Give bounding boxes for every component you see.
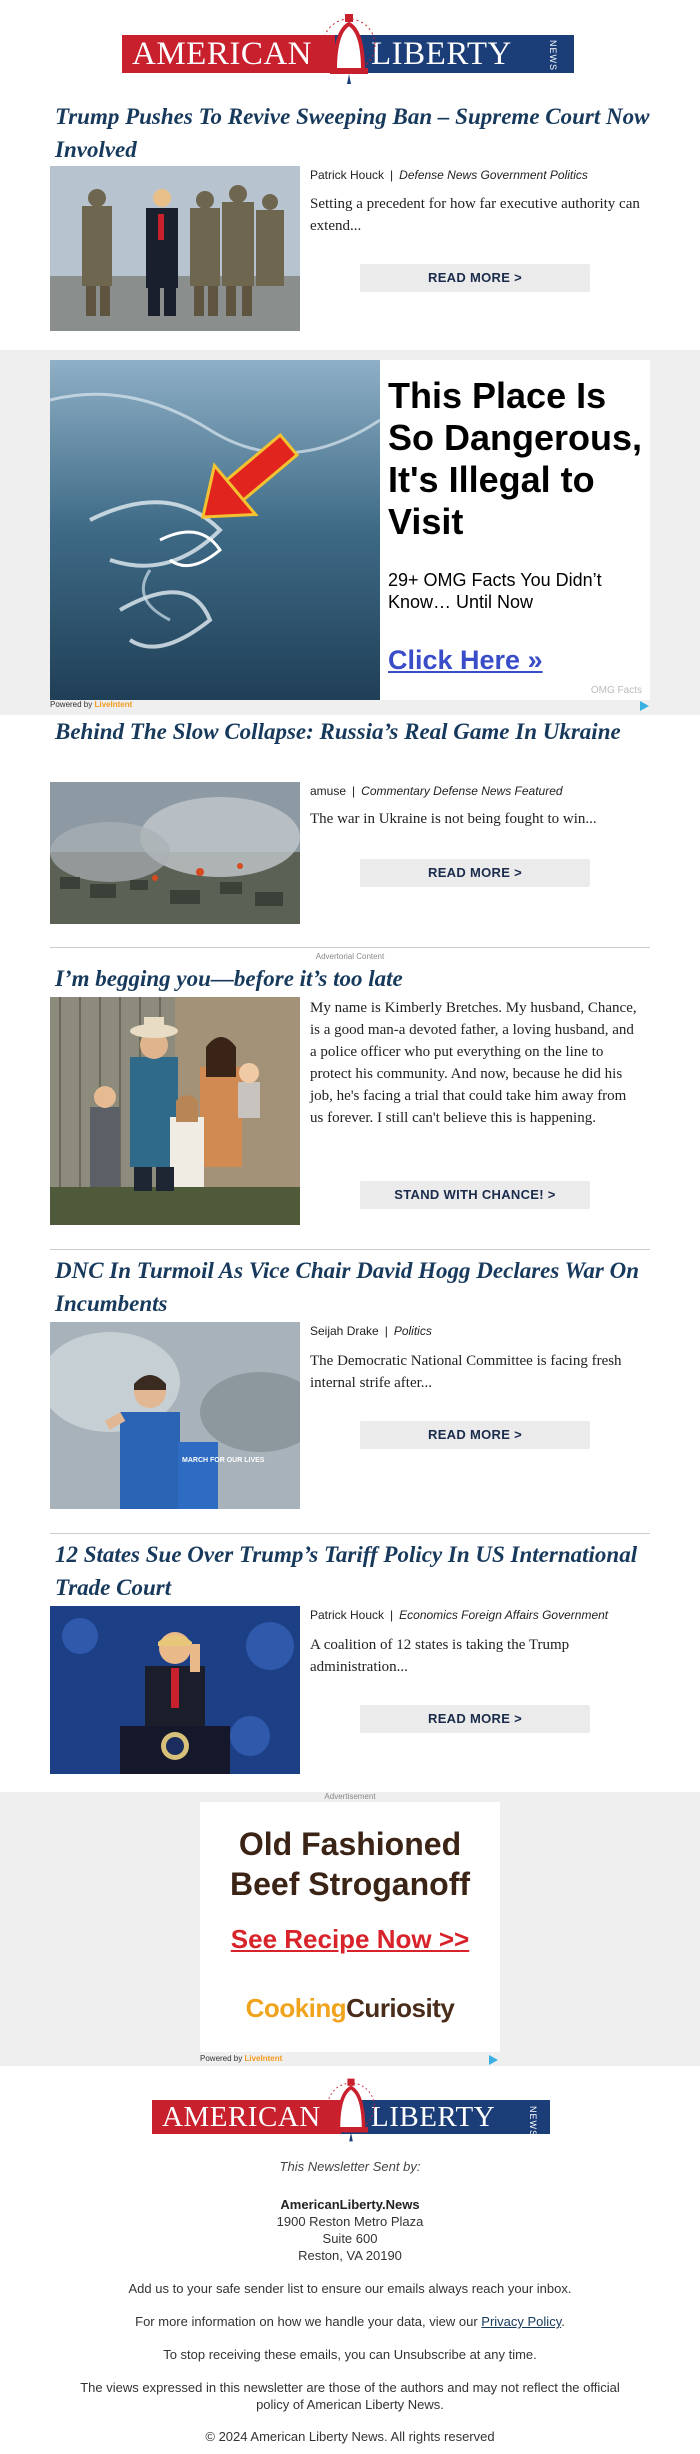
stand-with-chance-button[interactable]: STAND WITH CHANCE! >	[360, 1181, 590, 1209]
logo-part-curiosity: Curiosity	[346, 1993, 455, 2023]
org-name: AmericanLiberty.News	[280, 2197, 420, 2212]
article-headline[interactable]: Behind The Slow Collapse: Russia’s Real Game In Ukraine	[55, 719, 621, 744]
ad-label: Advertisement	[324, 1792, 376, 1801]
article-excerpt: The war in Ukraine is not being fought to win...	[310, 811, 597, 827]
article-headline[interactable]: I’m begging you—before it’s too late	[55, 966, 403, 991]
article-author[interactable]: Seijah Drake	[310, 1324, 379, 1338]
article-author[interactable]: amuse	[310, 784, 347, 798]
article-categories[interactable]: Economics Foreign Affairs Government	[399, 1608, 609, 1622]
read-more-button[interactable]: READ MORE >	[360, 859, 590, 887]
footer-logo[interactable]	[0, 2068, 700, 2158]
logo-word-right: LIBERTY	[341, 2100, 550, 2134]
logo-word-left: AMERICAN	[162, 2101, 321, 2133]
read-more-button[interactable]: READ MORE >	[360, 1421, 590, 1449]
article-excerpt: A coalition of 12 states is taking the Trump administration...	[310, 1637, 570, 1675]
ad-title[interactable]: This Place Is So Dangerous, It's Illegal to Visit	[388, 375, 643, 542]
sign-text: MARCH FOR OUR LIVES	[182, 1457, 265, 1464]
address-line-3: Reston, VA 20190	[298, 2248, 402, 2263]
privacy-note	[70, 2313, 630, 2330]
ad-subtitle[interactable]: 29+ OMG Facts You Didn’t Know… Until Now	[388, 570, 602, 612]
ad-creative[interactable]	[200, 1802, 500, 2052]
article-excerpt: Setting a precedent for how far executive authority can extend...	[310, 196, 640, 234]
disclaimer: The views expressed in this newsletter are those of the authors and may not reflect the official policy of American Liberty News.	[80, 2380, 620, 2412]
article-excerpt: My name is Kimberly Bretches. My husband, Chance, is a good man-a devoted father, a loving husband, and a police officer who put everything on the line to protect his community. And now, because he did his job, he's facing a trial that could take him away from us forever. I still can't believe this is happening.	[310, 1000, 637, 1126]
advertorial-label: Advertorial Content	[315, 952, 385, 961]
article-meta: amuse | Commentary Defense News Featured	[310, 784, 563, 798]
article-headline[interactable]: Trump Pushes To Revive Sweeping Ban – Supreme Court Now Involved	[55, 104, 650, 162]
address-line-2: Suite 600	[322, 2231, 378, 2246]
privacy-prefix: For more information on how we handle your data, view our	[135, 2314, 478, 2329]
ad-brand: OMG Facts	[590, 685, 642, 696]
ad-title[interactable]: Old Fashioned Beef Stroganoff	[230, 1826, 470, 1902]
article-meta: Patrick Houck | Defense News Government Politics	[310, 168, 588, 182]
adchoices-icon[interactable]	[487, 2054, 499, 2066]
article-categories[interactable]: Defense News Government Politics	[399, 168, 588, 182]
liberty-bell-icon	[325, 2074, 377, 2146]
address-line-1: 1900 Reston Metro Plaza	[276, 2214, 424, 2229]
article-headline[interactable]: 12 States Sue Over Trump’s Tariff Policy In US International Trade Court	[55, 1542, 638, 1600]
unsubscribe-note[interactable]: To stop receiving these emails, you can Unsubscribe at any time.	[163, 2347, 537, 2362]
powered-by-prefix: Powered by	[50, 700, 93, 709]
ad-banner-cooking-curiosity[interactable]	[0, 1792, 700, 2066]
logo-word-left: AMERICAN	[132, 36, 313, 72]
copyright: © 2024 American Liberty News. All rights reserved	[205, 2429, 495, 2444]
read-more-button[interactable]: READ MORE >	[360, 1705, 590, 1733]
powered-by-brand: LiveIntent	[94, 700, 133, 709]
article-categories[interactable]: Commentary Defense News Featured	[361, 784, 563, 798]
safe-sender-note: Add us to your safe sender list to ensure our emails always reach your inbox.	[128, 2281, 572, 2296]
article-meta: Patrick Houck | Economics Foreign Affairs Government	[310, 1608, 609, 1622]
logo-part-cooking: Cooking	[245, 1993, 347, 2023]
ad-cta-link[interactable]: Click Here »	[388, 645, 543, 675]
article-meta: Seijah Drake | Politics	[310, 1324, 432, 1338]
logo-word-right: LIBERTY	[335, 35, 574, 73]
cooking-curiosity-logo	[200, 1993, 500, 2024]
logo-news-tag: NEWS	[548, 40, 558, 71]
read-more-button[interactable]: READ MORE >	[360, 264, 590, 292]
privacy-policy-link[interactable]: Privacy Policy	[481, 2314, 562, 2329]
article-categories[interactable]: Politics	[393, 1324, 432, 1338]
sent-by-label: This Newsletter Sent by:	[279, 2159, 421, 2174]
sender-address	[0, 2196, 700, 2264]
article-excerpt: The Democratic National Committee is facing fresh internal strife after...	[310, 1353, 622, 1391]
article-author[interactable]: Patrick Houck	[310, 1608, 385, 1622]
footer	[0, 2068, 700, 2454]
ad-cta-link[interactable]: See Recipe Now >>	[230, 1924, 470, 1954]
powered-by[interactable]	[200, 2054, 282, 2063]
powered-by-prefix: Powered by	[200, 2054, 243, 2063]
trump-podium-photo	[50, 1606, 300, 1774]
article-image[interactable]	[50, 1606, 300, 1774]
logo-news-tag: NEWS	[528, 2106, 538, 2137]
article-author[interactable]: Patrick Houck	[310, 168, 385, 182]
privacy-suffix: .	[561, 2314, 565, 2329]
article-headline[interactable]: DNC In Turmoil As Vice Chair David Hogg Declares War On Incumbents	[55, 1258, 640, 1316]
powered-by-brand: LiveIntent	[244, 2054, 283, 2063]
